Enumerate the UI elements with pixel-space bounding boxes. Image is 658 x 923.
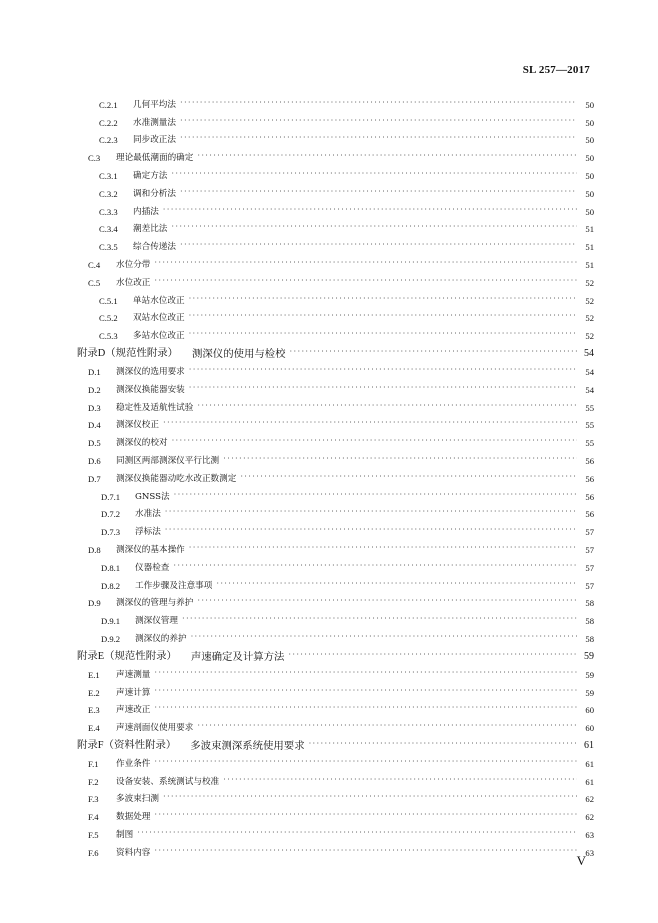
toc-entry-page: 56: [585, 473, 594, 484]
toc-entry[interactable]: [0, 289, 658, 307]
toc-entry-page: 52: [585, 295, 594, 306]
toc-entry-page: 61: [585, 758, 594, 769]
toc-entry-title: 测深仪的选用要求: [116, 366, 185, 377]
toc-entry-number: E.2: [88, 687, 100, 698]
toc-entry[interactable]: [0, 663, 658, 681]
toc-entry-title: 几何平均法: [133, 99, 176, 110]
toc-entry-page: 51: [585, 242, 594, 253]
toc-entry[interactable]: [0, 788, 658, 806]
toc-entry-page: 56: [585, 509, 594, 520]
toc-entry[interactable]: [0, 164, 658, 182]
dot-leader: [189, 310, 577, 322]
dot-leader: [137, 827, 577, 839]
dot-leader: [174, 489, 577, 501]
toc-entry-number: 附录D（规范性附录）: [77, 348, 179, 360]
toc-entry[interactable]: [0, 253, 658, 271]
toc-entry-number: D.8.2: [101, 580, 121, 591]
toc-entry-page: 61: [584, 740, 594, 752]
toc-entry-title: 水位改正: [116, 277, 151, 288]
toc-entry-title: 测深仪换能器动吃水改正数测定: [116, 473, 237, 484]
toc-entry[interactable]: [0, 841, 658, 859]
toc-entry[interactable]: [0, 574, 658, 592]
toc-entry-page: 59: [585, 669, 594, 680]
toc-entry-number: D.9.1: [101, 616, 121, 627]
toc-entry-number: E.1: [88, 669, 100, 680]
toc-entry[interactable]: [0, 431, 658, 449]
toc-entry-page: 54: [585, 384, 594, 395]
toc-entry[interactable]: [0, 592, 658, 610]
toc-entry[interactable]: [0, 360, 658, 378]
toc-entry[interactable]: [0, 485, 658, 503]
toc-appendix-entry[interactable]: [0, 342, 658, 360]
dot-leader: [163, 791, 577, 803]
toc-entry-number: D.6: [88, 455, 101, 466]
dot-leader: [189, 382, 577, 394]
toc-entry-number: D.5: [88, 438, 101, 449]
toc-entry[interactable]: [0, 271, 658, 289]
toc-entry[interactable]: [0, 520, 658, 538]
toc-entry[interactable]: [0, 556, 658, 574]
dot-leader: [290, 346, 577, 358]
dot-leader: [154, 257, 577, 269]
toc-entry[interactable]: [0, 414, 658, 432]
toc-entry-page: 50: [585, 117, 594, 128]
toc-entry[interactable]: [0, 200, 658, 218]
toc-entry[interactable]: [0, 218, 658, 236]
toc-entry-page: 50: [585, 135, 594, 146]
dot-leader: [180, 132, 577, 144]
dot-leader: [180, 239, 577, 251]
dot-leader: [189, 364, 577, 376]
toc-entry-title: 声速改正: [116, 705, 151, 716]
toc-entry-number: C.3.2: [99, 188, 118, 199]
toc-entry-title: 测深仪的校对: [116, 438, 168, 449]
dot-leader: [154, 809, 577, 821]
toc-entry-title: 确定方法: [133, 170, 168, 181]
toc-entry-page: 62: [585, 812, 594, 823]
toc-entry-page: 57: [585, 527, 594, 538]
toc-entry[interactable]: [0, 823, 658, 841]
toc-entry-page: 63: [585, 847, 594, 858]
toc-entry-number: D.3: [88, 402, 101, 413]
toc-entry-number: C.4: [88, 259, 101, 270]
toc-entry-number: D.1: [88, 366, 101, 377]
toc-entry-number: F.4: [88, 812, 99, 823]
dot-leader: [240, 471, 577, 483]
dot-leader: [180, 115, 577, 127]
dot-leader: [191, 631, 577, 643]
dot-leader: [154, 756, 577, 768]
toc-entry-page: 51: [585, 259, 594, 270]
toc-entry-title: 测深仪校正: [116, 420, 159, 431]
toc-entry[interactable]: [0, 716, 658, 734]
toc-entry-number: C.3.1: [99, 170, 118, 181]
toc-entry-number: D.8: [88, 544, 101, 555]
dot-leader: [197, 595, 577, 607]
toc-entry-title: 多站水位改正: [133, 331, 185, 342]
dot-leader: [197, 150, 577, 162]
toc-entry-title: 声速测量: [116, 669, 151, 680]
table-of-contents: [0, 93, 658, 859]
toc-entry-page: 50: [585, 206, 594, 217]
toc-entry-title: 声速确定及计算方法: [190, 650, 285, 663]
dot-leader: [154, 667, 577, 679]
dot-leader: [165, 524, 577, 536]
toc-entry-page: 58: [585, 633, 594, 644]
toc-entry-number: E.3: [88, 705, 100, 716]
toc-entry-page: 50: [585, 153, 594, 164]
toc-entry-title: 调和分析法: [133, 188, 176, 199]
dot-leader: [182, 613, 577, 625]
toc-entry-number: D.7.2: [101, 509, 121, 520]
toc-entry-number: C.5.3: [99, 331, 118, 342]
toc-entry-title: 稳定性及适航性试验: [116, 402, 194, 413]
toc-entry-number: D.7: [88, 473, 101, 484]
toc-entry-number: D.8.1: [101, 562, 121, 573]
toc-entry-title: 数据处理: [116, 812, 151, 823]
toc-entry-page: 58: [585, 598, 594, 609]
toc-entry-page: 62: [585, 794, 594, 805]
toc-entry-title: 水位分带: [116, 259, 151, 270]
toc-entry-title: 双站水位改正: [133, 313, 185, 324]
toc-entry-number: D.4: [88, 420, 101, 431]
toc-entry[interactable]: [0, 324, 658, 342]
toc-entry-number: C.3.3: [99, 206, 118, 217]
toc-entry-title: 单站水位改正: [133, 295, 185, 306]
toc-entry-number: C.5: [88, 277, 101, 288]
toc-entry[interactable]: [0, 378, 658, 396]
toc-entry-title: 设备安装、系统测试与校准: [116, 776, 220, 787]
dot-leader: [197, 400, 577, 412]
standard-code: SL 257—2017: [522, 64, 590, 76]
toc-entry-title: 水准测量法: [133, 117, 176, 128]
toc-entry-number: C.3: [88, 153, 101, 164]
toc-entry[interactable]: [0, 449, 658, 467]
toc-entry[interactable]: [0, 538, 658, 556]
toc-entry-title: 浮标法: [135, 527, 161, 538]
toc-entry-title: 测深仪的养护: [135, 633, 187, 644]
dot-leader: [189, 293, 577, 305]
toc-entry-title: 测深仪的基本操作: [116, 544, 185, 555]
toc-entry-number: C.3.4: [99, 224, 118, 235]
toc-entry-page: 59: [585, 687, 594, 698]
toc-entry-page: 50: [585, 188, 594, 199]
toc-entry[interactable]: [0, 770, 658, 788]
toc-entry-title: 水准法: [135, 509, 161, 520]
toc-entry-title: 测深仪管理: [135, 616, 178, 627]
toc-entry-number: C.5.1: [99, 295, 118, 306]
toc-entry[interactable]: [0, 396, 658, 414]
toc-entry-page: 55: [585, 438, 594, 449]
dot-leader: [288, 649, 577, 661]
toc-entry-page: 56: [585, 491, 594, 502]
toc-entry-title: 制图: [116, 830, 134, 841]
toc-entry-number: D.9: [88, 598, 101, 609]
toc-entry-number: D.7.3: [101, 527, 121, 538]
toc-entry-title: GNSS法: [135, 491, 170, 502]
toc-entry-number: C.3.5: [99, 242, 118, 253]
toc-entry-page: 52: [585, 313, 594, 324]
dot-leader: [163, 417, 577, 429]
dot-leader: [180, 97, 577, 109]
toc-entry-page: 51: [585, 224, 594, 235]
toc-entry-title: 作业条件: [116, 758, 151, 769]
toc-entry-number: C.2.3: [99, 135, 118, 146]
toc-entry[interactable]: [0, 681, 658, 699]
toc-entry-page: 63: [585, 830, 594, 841]
dot-leader: [223, 453, 577, 465]
toc-entry[interactable]: [0, 467, 658, 485]
toc-entry-number: C.5.2: [99, 313, 118, 324]
toc-entry-page: 52: [585, 277, 594, 288]
dot-leader: [154, 275, 577, 287]
toc-entry-page: 54: [585, 366, 594, 377]
dot-leader: [154, 702, 577, 714]
toc-entry-title: 声速剖面仪使用要求: [116, 723, 194, 734]
toc-entry-number: D.7.1: [101, 491, 121, 502]
toc-entry-title: 理论最低潮面的确定: [116, 153, 194, 164]
dot-leader: [172, 435, 577, 447]
toc-entry-title: 潮差比法: [133, 224, 168, 235]
toc-entry[interactable]: [0, 182, 658, 200]
toc-entry-page: 60: [585, 705, 594, 716]
toc-entry-page: 59: [584, 650, 594, 662]
toc-entry[interactable]: [0, 503, 658, 521]
dot-leader: [216, 578, 577, 590]
dot-leader: [154, 845, 577, 857]
dot-leader: [223, 774, 577, 786]
toc-entry-page: 60: [585, 723, 594, 734]
toc-entry-number: F.5: [88, 830, 99, 841]
toc-entry-title: 工作步骤及注意事项: [135, 580, 213, 591]
toc-entry-number: D.9.2: [101, 633, 121, 644]
toc-entry-title: 仪器检查: [135, 562, 170, 573]
toc-entry[interactable]: [0, 93, 658, 111]
toc-entry-number: F.1: [88, 758, 99, 769]
toc-entry-page: 56: [585, 455, 594, 466]
toc-entry-page: 54: [584, 348, 594, 360]
toc-entry-number: F.6: [88, 847, 99, 858]
toc-entry[interactable]: [0, 627, 658, 645]
toc-entry-number: 附录E（规范性附录）: [77, 650, 177, 662]
toc-entry-title: 多波束测深系统使用要求: [190, 740, 305, 753]
toc-entry-page: 57: [585, 562, 594, 573]
toc-entry-number: C.2.2: [99, 117, 118, 128]
toc-entry-page: 57: [585, 544, 594, 555]
toc-entry-title: 多波束扫测: [116, 794, 159, 805]
toc-entry-title: 内插法: [133, 206, 159, 217]
dot-leader: [173, 560, 577, 572]
toc-entry-page: 52: [585, 331, 594, 342]
toc-entry-page: 61: [585, 776, 594, 787]
toc-entry-title: 资料内容: [116, 847, 151, 858]
toc-entry[interactable]: [0, 609, 658, 627]
toc-appendix-entry[interactable]: [0, 645, 658, 663]
toc-entry-title: 同测区两部测深仪平行比测: [116, 455, 220, 466]
dot-leader: [165, 506, 577, 518]
dot-leader: [309, 738, 577, 750]
dot-leader: [189, 542, 577, 554]
toc-entry-title: 综合传递法: [133, 242, 176, 253]
toc-entry[interactable]: [0, 111, 658, 129]
dot-leader: [163, 204, 577, 216]
toc-entry[interactable]: [0, 752, 658, 770]
toc-entry-number: C.2.1: [99, 99, 118, 110]
toc-entry-page: 55: [585, 420, 594, 431]
toc-entry[interactable]: [0, 699, 658, 717]
toc-entry-number: E.4: [88, 723, 100, 734]
toc-entry-number: F.2: [88, 776, 99, 787]
toc-entry-title: 测深仪的使用与检校: [192, 348, 286, 361]
toc-entry-title: 同步改正法: [133, 135, 176, 146]
page-folio: V: [576, 853, 586, 868]
toc-entry-page: 55: [585, 402, 594, 413]
toc-entry[interactable]: [0, 235, 658, 253]
dot-leader: [197, 720, 577, 732]
dot-leader: [189, 328, 577, 340]
toc-entry[interactable]: [0, 146, 658, 164]
dot-leader: [180, 186, 577, 198]
toc-entry-number: D.2: [88, 384, 101, 395]
toc-entry-title: 声速计算: [116, 687, 151, 698]
toc-entry-title: 测深仪换能器安装: [116, 384, 185, 395]
toc-appendix-entry[interactable]: [0, 734, 658, 752]
dot-leader: [154, 685, 577, 697]
toc-entry[interactable]: [0, 129, 658, 147]
toc-entry-number: F.3: [88, 794, 99, 805]
toc-entry-page: 58: [585, 616, 594, 627]
toc-entry-number: 附录F（资料性附录）: [77, 740, 177, 752]
toc-entry-page: 57: [585, 580, 594, 591]
toc-entry-page: 50: [585, 99, 594, 110]
dot-leader: [171, 221, 577, 233]
toc-entry-title: 测深仪的管理与养护: [116, 598, 194, 609]
toc-entry-page: 50: [585, 170, 594, 181]
toc-entry[interactable]: [0, 307, 658, 325]
dot-leader: [171, 168, 577, 180]
toc-entry[interactable]: [0, 805, 658, 823]
